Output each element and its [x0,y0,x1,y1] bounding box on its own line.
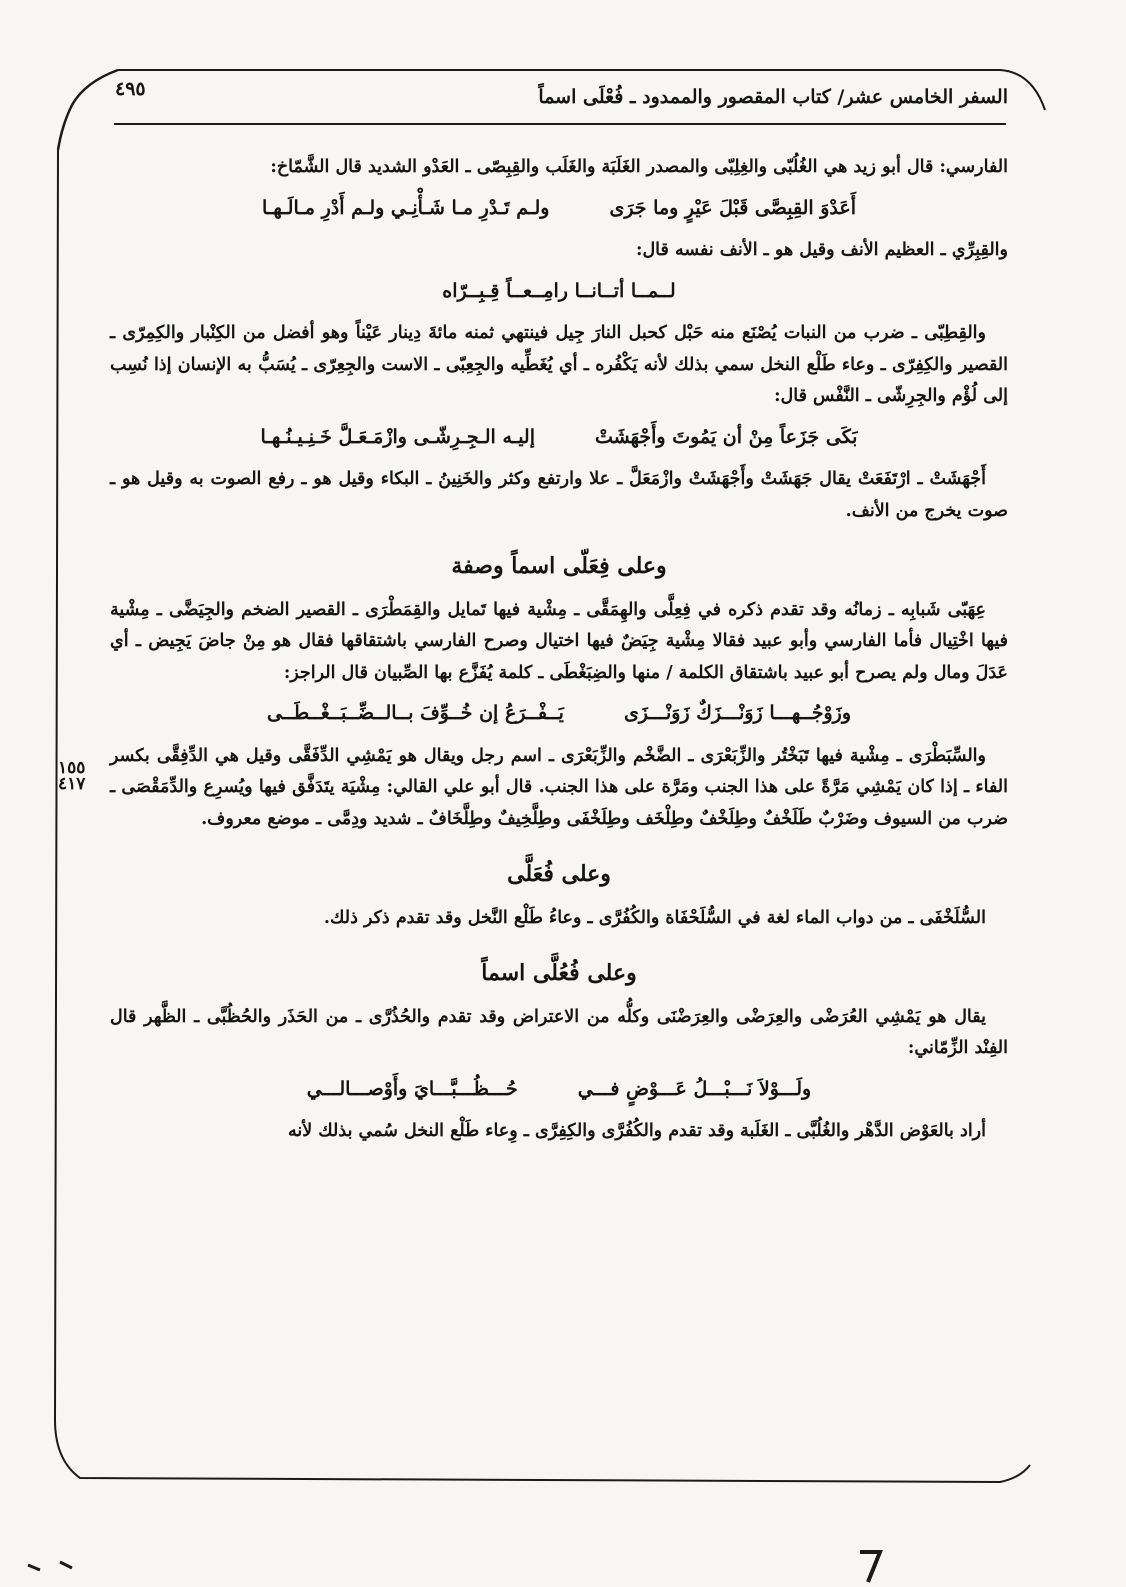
verse-hemistich-first: أَعَدْوَ القِبِصَّى قَبْلَ عَيْرٍ وما جَرَى [609,196,857,219]
verse-line [110,193,1008,225]
verse-hemistich-first: ولَـــوْلاَ نَـــبْـــلُ عَـــوْضٍ فـــي [577,1077,812,1100]
paragraph [110,152,1008,184]
paragraph: أَجْهَشَتْ ـ ارْتَفَعَتْ يقال جَهَشَتْ وأَجْهَشَتْ وازْمَعَلَّ ـ علا وارتفع وكثر والخَنِينُ ـ البكاء وقيل هو ـ رفع الصوت به وقيل هو ـ صوت يخرج من الأنف. [110,469,1008,521]
verse-hemistich-second: ولـم تَـدْرِ مـا شَـأْنِـي ولـم أَدْرِ مـالَـهـا [261,196,550,219]
section-heading: وعلى فِعَلّى اسماً وصفة [451,553,667,579]
paragraph: والقِبِرِّي ـ العظيم الأنف وقيل هو ـ الأنف نفسه قال: [635,240,1008,260]
verse-hemistich-second: إليـه الـجِـرِشّـى وازْمَـعَـلَّ خَـنِـيـنُـهـا [260,425,536,448]
verse-hemistich-second: حُـــظُـــبَّـــايَ وأَوْصـــالـــي [306,1077,518,1100]
verse-hemistich: لــمــا أتــانــا رامِــعــاً قِـبِــرّاه [442,279,676,302]
section-heading: وعلى فُعُلَّى اسماً [481,960,637,986]
running-title: السفر الخامس عشر/ كتاب المقصور والممدود ـ فُعْلَى اسماً [538,86,1008,108]
section-heading: وعلى فُعَلَّى [507,861,611,887]
paragraph: يقال هو يَمْشِي العُرَضْى والعِرَضْى والعِرَضْنَى وكلُّه من الاعتراض وقد تقدم والحُذُرَّى ـ من الحَذَر والحُظُبَّى ـ الظَّهر قال الفِنْد الزِّمّاني: [110,1006,1008,1058]
paragraph: والقِطِبّى ـ ضرب من النبات يُصْنَع منه حَبْل كحبل النارَ جِيل فينتهي ثمنه مائةَ دِينار عَيْناً وهو أفضل من الكِنْبار والكِمِرّى ـ القصير والكِفِرّى ـ وعاء طَلْع النخل سمي بذلك لأنه يَكْفُره ـ أي يُغَطِّيه والجِعِبّى ـ الاست والجِعِرّى ـ يُسَبُّ به الإنسان إذا نُسِب إلى لُؤْم والجِرِشّى ـ النَّفْس قال: [110,323,1008,406]
page-number: ٤٩٥ [115,78,146,100]
paragraph: عِهَبّى شَبابِه ـ زمانُه وقد تقدم ذكره في فِعِلَّى والهِمَقَّى ـ مِشْية فيها تَمايل والقِمَطْرَى ـ القصير الضخم والجِيَضَّى ـ مِشْية فيها اخْتِيال فأما الفارسي وأبو عبيد فقالا مِشْية جِيَضٌ فيها اختيال وصرح الفارسي باشتقاقها فقال هو مِنْ جاضَ يَجِيض ـ أي عَدَلَ ومال ولم يصرح أبو عبيد باشتقاق الكلمة / منها والضِبَغْطَى ـ كلمة يُفَزَّع بها الصِّبيان قال الراجز: [110,599,1008,683]
side-margin-mark: ١٥٥ ٤١٧ [58,758,86,794]
verse-line [110,422,1008,454]
verse-hemistich-second: يَــفْــرَعُ إن خُــوِّفَ بــالــضِّــبَــغْــطَــى [267,702,564,724]
paragraph-text: قال أبو زيد هي الغُلُبّى والغِلِبّى والمصدر الغَلَبَة والغَلَب والقِبِصّى ـ العَدْو الشديد قال الشَّمّاخ: [270,157,940,177]
source-label: الفارسي: [939,157,1008,177]
paragraph: والسِّبَطْرَى ـ مِشْية فيها تَبَخْتُر والزِّبَعْرَى ـ الضَّخْم والزِّبَعْرَى ـ اسم رجل ويقال هو يَمْشِي الدِّفَقَّى وقيل هي الدِّفِقَّى بكسر الفاء ـ إذا كان يَمْشِي مَرَّةً على هذا الجنب ومَرَّة على هذا الجنب. قال أبو علي القالي: مِشْيَة يتَدَفَّق فيها ويُسرِع والدِّمَقْصَى ـ ضرب من السيوف وضَرْبٌ طَلَخْفٌ وطِلَخْفٌ وطِلْخَف وطِلَخْفَى وطِلَّخِيفٌ وطِلَّخَافٌ ـ شديد ودِمَّى ـ موضع معروف. [110,745,1008,829]
verse-line [110,1074,1008,1106]
page-body [110,152,1008,1148]
verse-hemistich-first: بَكَى جَزَعاً مِنْ أن يَمُوتَ وأَجْهَشَتْ [595,425,858,448]
paragraph: السُّلَخْفَى ـ من دواب الماء لغة في السُّلَحْفَاة والكُفُرَّى ـ وعاءُ طَلْع النَّخل وقد تقدم ذكر ذلك. [323,907,986,928]
verse-line [110,698,1008,730]
verse-line [110,276,1008,308]
verse-hemistich-first: وزَوْجُــهـــا زَوَنْـــزَكٌ زَوَنْـــزَى [623,702,851,724]
paragraph: أراد بالعَوْض الدَّهْر والغُلُبَّى ـ الغَلَبة وقد تقدم والكُفُرَّى والكِفِرَّى ـ وِعاء طَلْع النخل سُمي بذلك لأنه [287,1121,986,1141]
